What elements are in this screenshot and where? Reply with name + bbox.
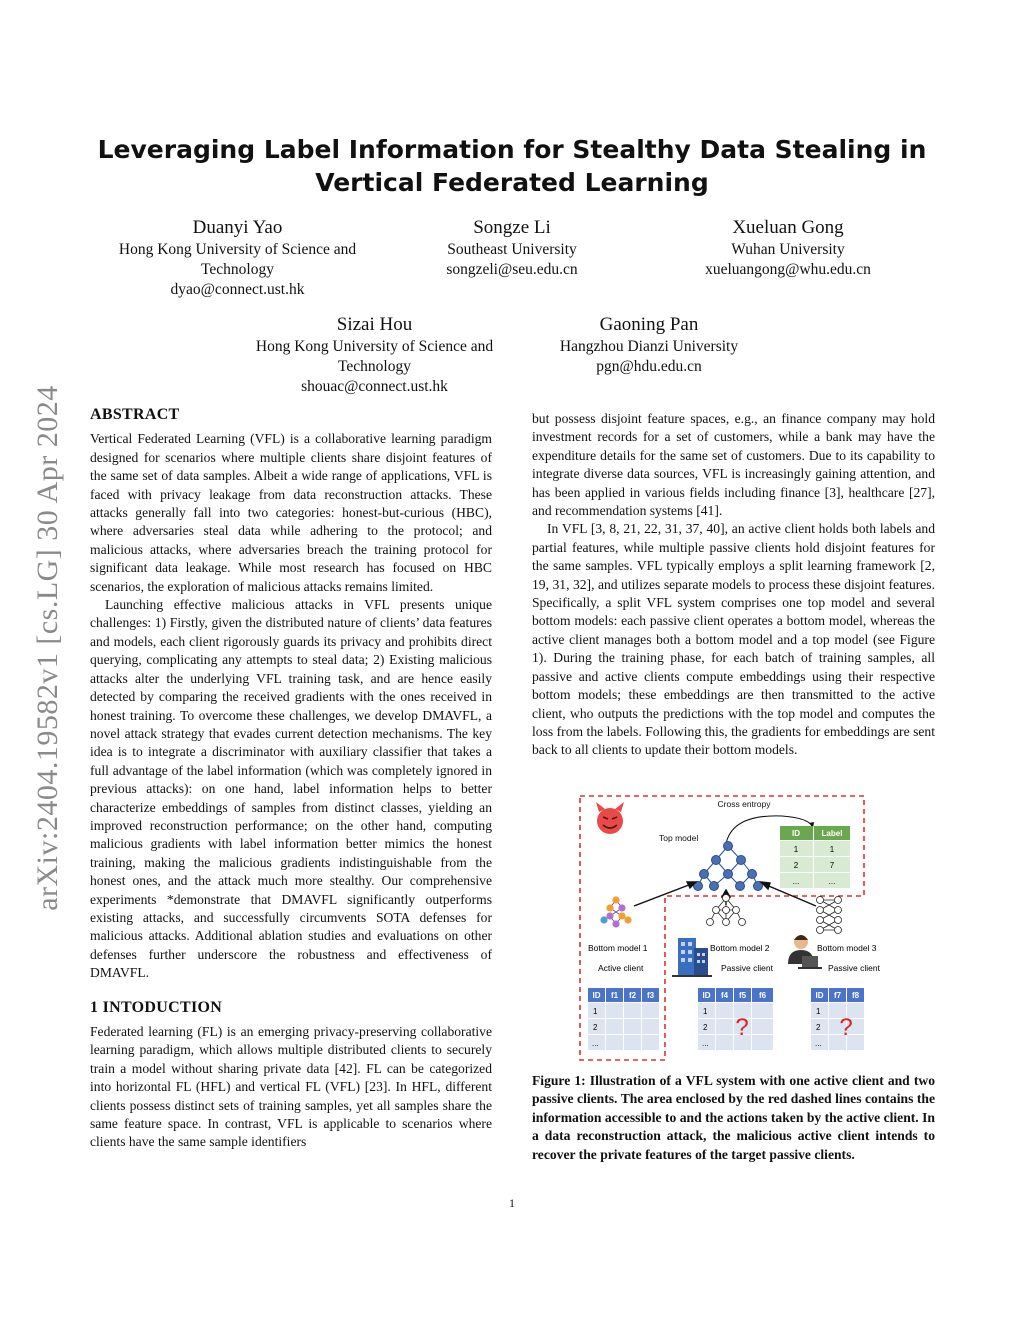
passive-client-3-label: Passive client (828, 963, 880, 973)
bottom-model-3-network (817, 897, 842, 934)
right-column (532, 410, 935, 760)
svg-text:7: 7 (829, 861, 835, 870)
arxiv-identifier: arXiv:2404.19582v1 [cs.LG] 30 Apr 2024 (31, 384, 64, 911)
svg-text:ID: ID (815, 991, 824, 1000)
author-affiliation: Southeast University (447, 241, 577, 258)
vfl-figure (576, 790, 896, 1062)
feature-table-3 (811, 988, 864, 1050)
svg-text:1: 1 (793, 845, 799, 854)
abstract-paragraph: Vertical Federated Learning (VFL) is a collaborative learning paradigm designed for scenarios where multiple clients share disjoint features of the same set of data samples. Albeit a wide range of applications, VFL is faced with privacy leakage from data reconstruction attacks. These attacks generally fall into two categories: honest-but-curious (HBC), where adversaries steal data while adhering to the protocol; and malicious attacks, where adversaries breach the training protocol for significant data leakage. While most research has focused on HBC scenarios, the exploration of malicious attacks remains limited. (90, 431, 492, 594)
svg-text:...: ... (702, 1039, 709, 1048)
author-affiliation: Hong Kong University of Science and Technology (255, 338, 494, 375)
bottom-model-2-label: Bottom model 2 (710, 943, 770, 953)
svg-text:2: 2 (593, 1023, 598, 1032)
author-email[interactable]: pgn@hdu.edu.cn (596, 358, 702, 375)
svg-text:1: 1 (703, 1007, 708, 1016)
feature-table-2 (698, 988, 773, 1050)
svg-text:ID: ID (702, 991, 711, 1000)
left-column (90, 406, 492, 1152)
unknown-features-mark: ? (735, 1014, 749, 1041)
svg-text:2: 2 (816, 1023, 821, 1032)
svg-text:f7: f7 (833, 991, 842, 1000)
svg-text:f8: f8 (851, 991, 860, 1000)
author-block (237, 313, 512, 397)
author-name: Sizai Hou (336, 314, 413, 335)
svg-text:...: ... (815, 1039, 822, 1048)
author-affiliation: Hong Kong University of Science and Technology (118, 241, 357, 278)
section-heading: 1 INTODUCTION (90, 998, 223, 1016)
author-block (540, 313, 758, 377)
author-block (412, 216, 612, 280)
author-email[interactable]: xueluangong@whu.edu.cn (705, 261, 871, 278)
abstract-paragraph: Launching effective malicious attacks in VFL presents unique challenges: 1) Firstly, given the distributed nature of clients’ data features and models, each client rigorously guards its privacy and prohibits direct querying, complicating any attempts to steal data; 2) Existing malicious attacks alter the underlying VFL training task, and are hence easily detected by comparing the received gradients with the ones received in honest training. To overcome these challenges, we develop DMAVFL, a novel attack strategy that evades current detection mechanisms. The key idea is to integrate a discriminator with auxiliary classifier that takes a full advantage of the label information (which was completely ignored in previous attacks): on one hand, label information helps to better characterize embeddings of samples from distinct classes, yielding an improved reconstruction performance; on the other hand, computing malicious gradients with label information better mimics the honest training, making the malicious gradients indistinguishable from the honest ones, and the attack much more stealthy. Our comprehensive experiments *demonstrate that DMAVFL significantly outperforms existing attacks, and successfully circumvents SOTA defenses for malicious attacks. Additional ablation studies and evaluations on other defenses further underscore the robustness and effectiveness of DMAVFL. (90, 597, 492, 981)
page-number: 1 (509, 1196, 515, 1210)
bottom-model-2-network (707, 895, 746, 926)
author-name: Xueluan Gong (732, 217, 844, 238)
author-email[interactable]: dyao@connect.ust.hk (170, 281, 305, 298)
author-name: Duanyi Yao (192, 217, 283, 238)
top-model-network (698, 846, 758, 886)
author-name: Songze Li (473, 217, 551, 238)
svg-text:...: ... (592, 1039, 599, 1048)
svg-text:2: 2 (703, 1023, 708, 1032)
svg-text:2: 2 (793, 861, 799, 870)
svg-text:ID: ID (592, 991, 601, 1000)
svg-text:...: ... (792, 877, 800, 886)
cross-entropy-label: Cross entropy (717, 799, 771, 809)
building-icon (672, 938, 712, 977)
label-table (780, 826, 850, 888)
bottom-model-3-label: Bottom model 3 (817, 943, 877, 953)
author-email[interactable]: songzeli@seu.edu.cn (446, 261, 578, 278)
author-name: Gaoning Pan (599, 314, 699, 335)
author-block (676, 216, 900, 280)
svg-text:f6: f6 (758, 991, 767, 1000)
svg-text:1: 1 (816, 1007, 821, 1016)
author-affiliation: Wuhan University (731, 241, 845, 258)
figure-caption: Figure 1: Illustration of a VFL system with one active client and two passive clients. The area enclosed by the red dashed lines contains the information accessible to and the actions taken by the active client. In a data reconstruction attack, the malicious active client intends to recover the private features of the target passive clients. (532, 1073, 935, 1162)
abstract-heading: ABSTRACT (90, 406, 180, 423)
passive-client-2-label: Passive client (721, 963, 773, 973)
author-email[interactable]: shouac@connect.ust.hk (301, 378, 448, 395)
svg-text:f3: f3 (646, 991, 655, 1000)
intro-paragraph: Federated learning (FL) is an emerging privacy-preserving collaborative learning paradigm, which allows multiple distributed clients to securely train a model without sharing private data [42]. FL can be categorized into horizontal FL (HFL) and vertical FL (VFL) [23]. In HFL, different clients possess distinct sets of training samples, yet all samples share the same feature space. In contrast, VFL is applicable to scenarios where clients have the same sample identifiers (90, 1024, 492, 1150)
svg-text:f2: f2 (628, 991, 637, 1000)
svg-text:Label: Label (821, 829, 843, 838)
svg-text:f1: f1 (610, 991, 619, 1000)
author-affiliation: Hangzhou Dianzi University (559, 338, 739, 355)
paper-title: Leveraging Label Information for Stealthy Data Stealing in Vertical Federated Learning (97, 135, 927, 197)
svg-text:1: 1 (593, 1007, 598, 1016)
body-paragraph: but possess disjoint feature spaces, e.g., an finance company may hold investment records for a set of customers, while a bank may have the expenditure details for the same set of customers. Due to its capability to integrate diverse data sources, VFL is increasingly gaining attention, and has been applied in various fields including finance [3], healthcare [27], and recommendation systems [41]. (532, 411, 935, 519)
active-client-label: Active client (598, 963, 644, 973)
top-model-label: Top model (659, 833, 699, 843)
bottom-model-1-label: Bottom model 1 (588, 943, 648, 953)
bottom-model-1-network (600, 896, 631, 927)
svg-text:f4: f4 (720, 991, 729, 1000)
body-paragraph: In VFL [3, 8, 21, 22, 31, 37, 40], an active client holds both labels and partial features, while multiple passive clients hold disjoint features for the same samples. VFL typically employs a split learning framework [2, 19, 31, 32], and utilizes separate models to process these disjoint features. Specifically, a split VFL system comprises one top model and several bottom models: each passive client operates a bottom model, whereas the active client manages both a bottom model and a top model (see Figure 1). During the training phase, for each batch of training samples, all passive and active clients compute embeddings using their respective bottom models; these embeddings are then transmitted to the active client, who outputs the predictions with the top model and computes the loss from the labels. Following this, the gradients for embeddings are sent back to all clients to update their bottom models. (532, 521, 935, 758)
svg-text:f5: f5 (738, 991, 747, 1000)
svg-text:1: 1 (829, 845, 835, 854)
svg-text:...: ... (828, 877, 836, 886)
svg-text:ID: ID (792, 829, 800, 838)
unknown-features-mark: ? (839, 1014, 853, 1041)
feature-table-1 (588, 988, 659, 1050)
devil-emoji-icon (596, 802, 624, 834)
author-block (100, 216, 375, 300)
